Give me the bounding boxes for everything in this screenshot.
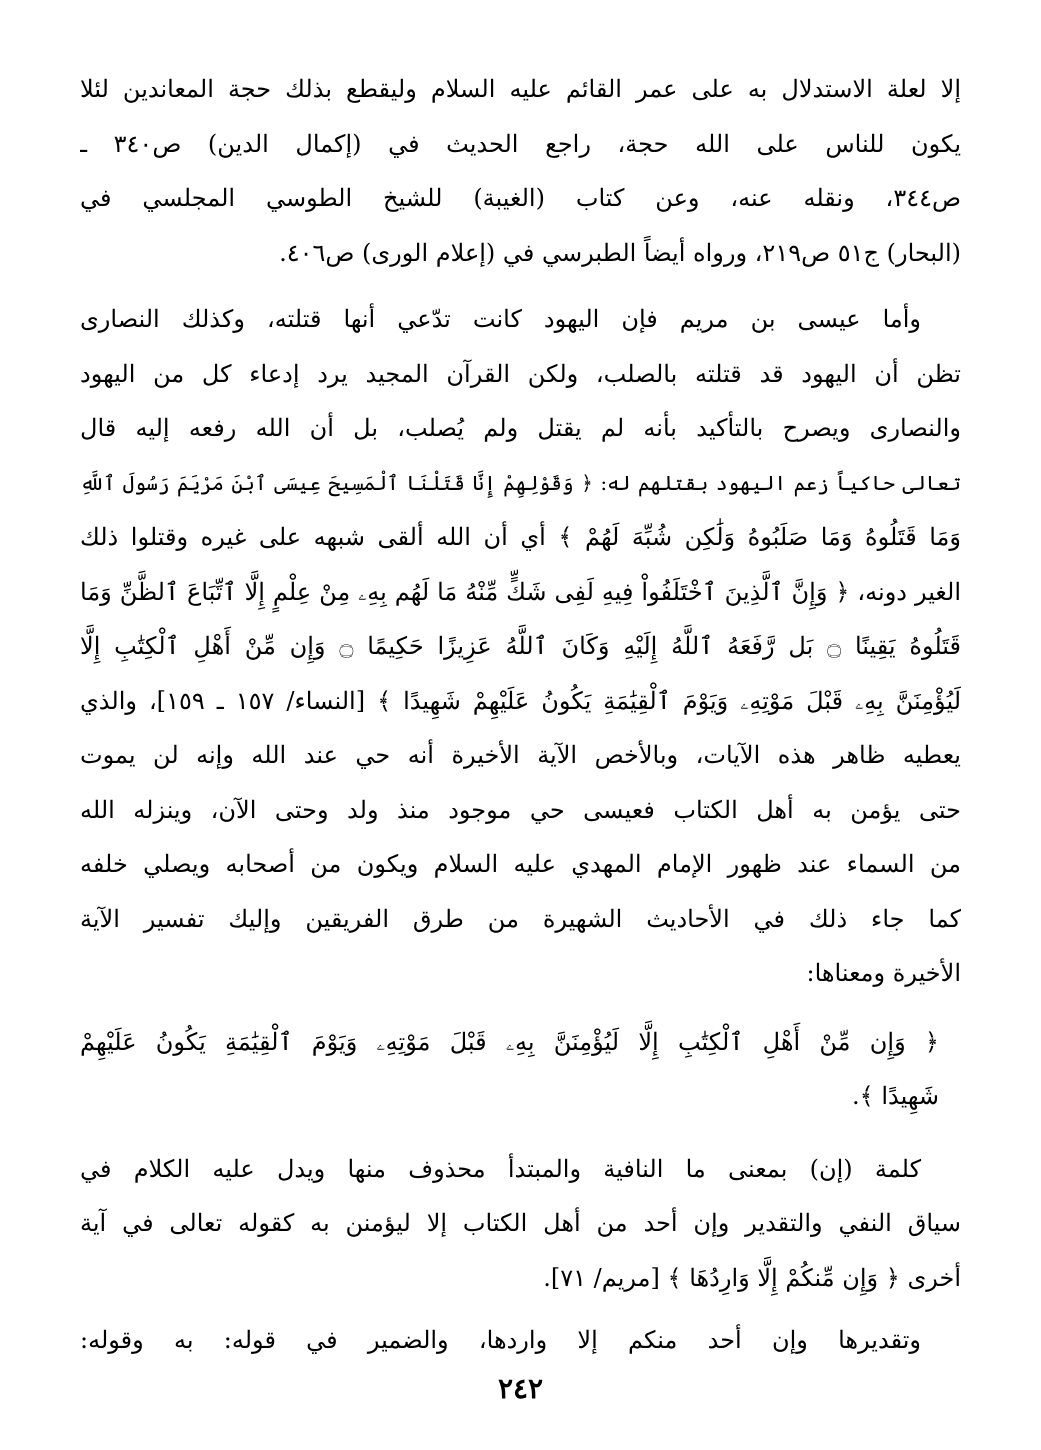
paragraph-5 (80, 1313, 961, 1368)
text-line: شَهِيدًا ﴾. (852, 1082, 939, 1110)
text-line: كما جاء ذلك في الأحاديث الشهيرة من طرق الفريقين وإليك تفسير الآية (80, 904, 961, 933)
paragraph-2 (80, 292, 961, 1001)
quran-verse-block (80, 1015, 961, 1124)
text-line: لَيُؤْمِنَنَّ بِهِۦ قَبْلَ مَوْتِهِۦ وَيَوْمَ ٱلْقِيَٰمَةِ يَكُونُ عَلَيْهِمْ شَهِيدًا ﴾ [النساء/ ١٥٧ ـ ١٥٩]، والذي (80, 686, 961, 715)
page-body (80, 62, 961, 1368)
text-line: قَتَلُوهُ يَقِينًا ۝ بَل رَّفَعَهُ ٱللَّهُ إِلَيْهِ وَكَانَ ٱللَّهُ عَزِيزًا حَكِيمًا ۝ وَإِن مِّنْ أَهْلِ ٱلْكِتَٰبِ إِلَّا (80, 632, 961, 660)
text-line: تعالى حاكياً زعم اليهود بقتلهم له: ﴿ وَقَوْلِهِمْ إِنَّا قَتَلْنَا ٱلْمَسِيحَ عِيسَى ٱبْنَ مَرْيَمَ رَسُولَ ٱللَّهِ (80, 470, 961, 495)
text-line: سياق النفي والتقدير وإن أحد من أهل الكتاب إلا ليؤمنن به كقوله تعالى في آية (80, 1209, 961, 1237)
page-number: ٢٤٢ (497, 1372, 544, 1405)
text-line: أخرى ﴿ وَإِن مِّنكُمْ إِلَّا وَارِدُهَا ﴾ [مريم/ ٧١]. (543, 1263, 961, 1292)
text-line: ﴿ وَإِن مِّنْ أَهْلِ ٱلْكِتَٰبِ إِلَّا لَيُؤْمِنَنَّ بِهِۦ قَبْلَ مَوْتِهِۦ وَيَوْمَ ٱلْقِيَٰمَةِ يَكُونُ عَلَيْهِمْ (80, 1027, 939, 1056)
text-line: والنصارى ويصرح بالتأكيد بأنه لم يقتل ولم يُصلب، بل أن الله رفعه إليه قال (80, 414, 961, 442)
text-line: من السماء عند ظهور الإمام المهدي عليه السلام ويكون من أصحابه ويصلي خلفه (80, 850, 961, 878)
text-line: وأما عيسى بن مريم فإن اليهود كانت تدّعي أنها قتلته، وكذلك النصارى (80, 305, 921, 333)
paragraph-1 (80, 62, 961, 280)
text-line: يكون للناس على الله حجة، راجع الحديث في (إكمال الدين) ص٣٤٠ ـ (80, 129, 961, 158)
text-line: (البحار) ج٥١ ص٢١٩، ورواه أيضاً الطبرسي في (إعلام الورى) ص٤٠٦. (279, 238, 961, 267)
text-line: حتى يؤمن به أهل الكتاب فعيسى حي موجود منذ ولد وحتى الآن، وينزله الله (80, 795, 961, 824)
text-line: وَمَا قَتَلُوهُ وَمَا صَلَبُوهُ وَلَٰكِن شُبِّهَ لَهُمْ ﴾ أي أن الله ألقى شبهه على غيره وقتلوا ذلك (80, 523, 961, 551)
text-line: يعطيه ظاهر هذه الآيات، وبالأخص الآية الأخيرة أنه حي عند الله وإنه لن يموت (80, 741, 961, 769)
text-line: تظن أن اليهود قد قتلته بالصلب، ولكن القرآن المجيد يرد إدعاء كل من اليهود (80, 359, 961, 388)
text-line: إلا لعلة الاستدلال به على عمر القائم عليه السلام وليقطع بذلك حجة المعاندين لئلا (80, 75, 961, 103)
paragraph-4 (80, 1142, 961, 1306)
text-line: الأخيرة ومعناها: (806, 959, 961, 987)
text-line: الغير دونه، ﴿ وَإِنَّ ٱلَّذِينَ ٱخْتَلَفُواْ فِيهِ لَفِى شَكٍّ مِّنْهُ مَا لَهُم بِهِۦ مِنْ عِلْمٍ إِلَّا ٱتِّبَاعَ ٱلظَّنِّ وَمَا (80, 577, 961, 606)
text-line: ص٣٤٤، ونقله عنه، وعن كتاب (الغيبة) للشيخ الطوسي المجلسي في (80, 184, 961, 212)
text-line: وتقديرها وإن أحد منكم إلا واردها، والضمير في قوله: به وقوله: (80, 1326, 921, 1354)
text-line: كلمة (إن) بمعنى ما النافية والمبتدأ محذوف منها ويدل عليه الكلام في (80, 1154, 921, 1183)
